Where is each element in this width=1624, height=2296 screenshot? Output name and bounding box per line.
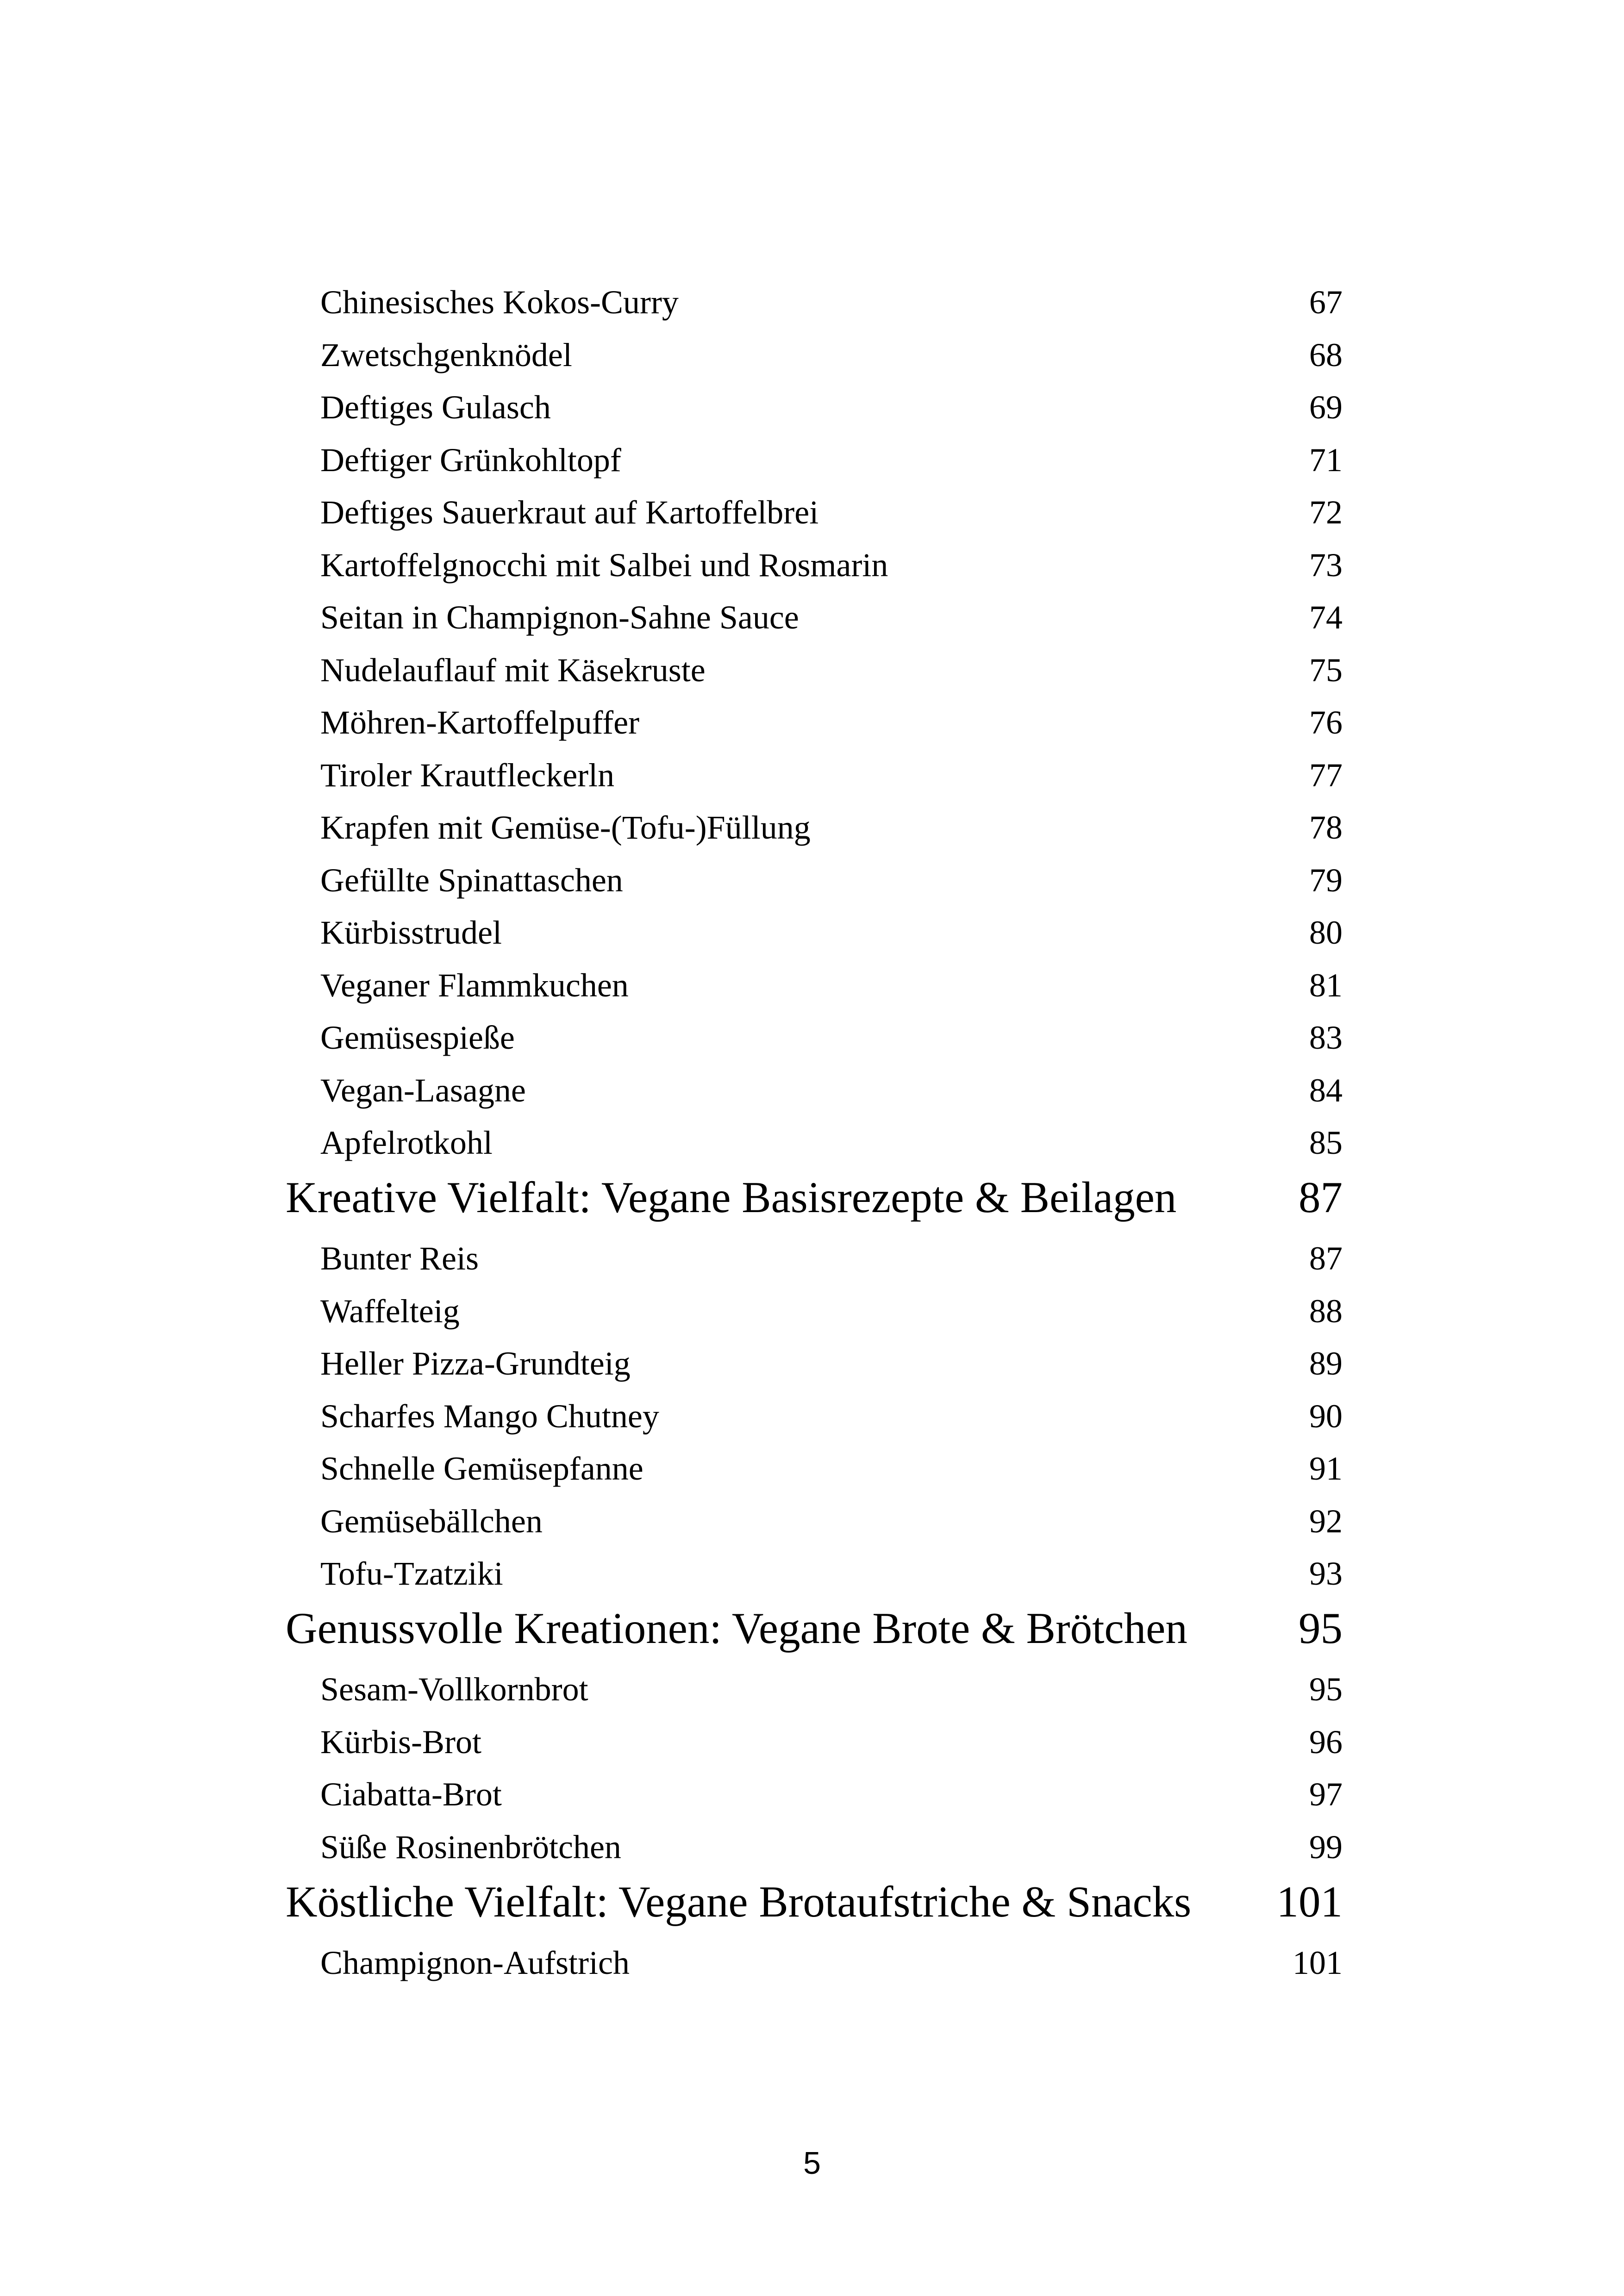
toc-entry-page: 75 (1309, 651, 1343, 689)
toc-entry[interactable] (0, 601, 1624, 634)
toc-entry-page: 77 (1309, 756, 1343, 794)
toc-entry[interactable] (0, 1124, 1624, 1162)
toc-entry[interactable] (0, 1071, 1624, 1109)
toc-entry-page: 93 (1309, 1555, 1343, 1593)
toc-entry-page: 84 (1309, 1071, 1343, 1109)
toc-entry-page: 101 (1293, 1944, 1343, 1981)
toc-entry-page: 74 (1309, 599, 1343, 636)
toc-entry[interactable] (0, 966, 1624, 1004)
page-number: 5 (803, 2146, 821, 2181)
toc-entry-page: 73 (1309, 546, 1343, 584)
toc-entry[interactable] (0, 914, 1624, 952)
toc-entry[interactable] (0, 1673, 1624, 1706)
toc-entry-page: 83 (1309, 1019, 1343, 1057)
toc-entry-title: Waffelteig (320, 1292, 460, 1330)
toc-entry-title: Sesam-Vollkornbrot (320, 1671, 588, 1708)
toc-entry-title: Nudelauflauf mit Käsekruste (320, 651, 706, 689)
toc-section[interactable] (0, 1877, 1624, 1926)
toc-entry-page: 87 (1309, 1240, 1343, 1277)
toc-section-title: Köstliche Vielfalt: Vegane Brotaufstriche & Snacks (286, 1877, 1192, 1926)
toc-entry[interactable] (0, 1019, 1624, 1057)
toc-section-page: 101 (1276, 1877, 1343, 1926)
toc-entry-title: Zwetschgenknödel (320, 336, 572, 373)
toc-section-title: Kreative Vielfalt: Vegane Basisrezepte & Beilagen (286, 1173, 1177, 1222)
toc-entry-title: Bunter Reis (320, 1240, 479, 1277)
toc-entry-title: Süße Rosinenbrötchen (320, 1828, 621, 1866)
toc-entry[interactable] (0, 1397, 1624, 1435)
toc-entry-title: Heller Pizza-Grundteig (320, 1345, 631, 1382)
toc-entry-page: 89 (1309, 1345, 1343, 1382)
toc-entry[interactable] (0, 548, 1624, 582)
toc-entry-title: Scharfes Mango Chutney (320, 1397, 659, 1435)
toc-entry-title: Deftiges Sauerkraut auf Kartoffelbrei (320, 494, 819, 531)
toc-section[interactable] (0, 1604, 1624, 1653)
toc-entry[interactable] (0, 1946, 1624, 1979)
toc-entry-page: 85 (1309, 1124, 1343, 1162)
toc-entry[interactable] (0, 1830, 1624, 1864)
toc-entry[interactable] (0, 1242, 1624, 1275)
toc-entry-title: Tiroler Krautfleckerln (320, 756, 615, 794)
toc-entry-page: 92 (1309, 1502, 1343, 1540)
toc-entry-page: 80 (1309, 914, 1343, 952)
toc-entry-page: 69 (1309, 389, 1343, 426)
toc-section[interactable] (0, 1173, 1624, 1222)
toc-entry[interactable] (0, 1725, 1624, 1759)
toc-entry-title: Seitan in Champignon-Sahne Sauce (320, 599, 799, 636)
toc-entry[interactable] (0, 756, 1624, 794)
toc-entry-page: 91 (1309, 1450, 1343, 1487)
toc-entry-title: Möhren-Kartoffelpuffer (320, 704, 640, 741)
toc-entry-title: Gemüsespieße (320, 1019, 515, 1057)
toc-entry-page: 78 (1309, 809, 1343, 846)
toc-entry[interactable] (0, 443, 1624, 477)
toc-entry-title: Deftiges Gulasch (320, 389, 551, 426)
toc-entry-page: 95 (1309, 1671, 1343, 1708)
toc-entry-title: Vegan-Lasagne (320, 1071, 526, 1109)
toc-entry-title: Kürbisstrudel (320, 914, 502, 952)
toc-entry-title: Apfelrotkohl (320, 1124, 493, 1162)
toc-entry-title: Chinesisches Kokos-Curry (320, 284, 679, 321)
toc-entry-page: 79 (1309, 861, 1343, 899)
toc-entry-page: 72 (1309, 494, 1343, 531)
toc-entry[interactable] (0, 391, 1624, 424)
toc-entry[interactable] (0, 1294, 1624, 1328)
toc-entry-title: Gefüllte Spinattaschen (320, 861, 623, 899)
toc-entry-title: Champignon-Aufstrich (320, 1944, 630, 1981)
toc-entry[interactable] (0, 1502, 1624, 1540)
toc-entry-page: 96 (1309, 1723, 1343, 1761)
toc-entry-page: 67 (1309, 284, 1343, 321)
toc-entry[interactable] (0, 1452, 1624, 1485)
toc-entry[interactable] (0, 653, 1624, 687)
toc-entry-page: 90 (1309, 1397, 1343, 1435)
toc-section-page: 95 (1299, 1604, 1343, 1653)
toc-entry-page: 71 (1309, 441, 1343, 479)
toc-entry-page: 68 (1309, 336, 1343, 373)
toc-entry[interactable] (0, 706, 1624, 739)
toc-entry[interactable] (0, 1778, 1624, 1811)
toc-entry-page: 81 (1309, 966, 1343, 1004)
toc-entry[interactable] (0, 1347, 1624, 1380)
toc-entry[interactable] (0, 338, 1624, 372)
toc-entry-title: Gemüsebällchen (320, 1502, 543, 1540)
toc-entry[interactable] (0, 496, 1624, 529)
toc-entry-page: 76 (1309, 704, 1343, 741)
toc-entry-page: 88 (1309, 1292, 1343, 1330)
toc-entry-title: Deftiger Grünkohltopf (320, 441, 621, 479)
toc-entry-title: Schnelle Gemüsepfanne (320, 1450, 643, 1487)
toc-entry-title: Veganer Flammkuchen (320, 966, 629, 1004)
toc-entry[interactable] (0, 861, 1624, 899)
toc-entry-title: Tofu-Tzatziki (320, 1555, 503, 1593)
toc-entry[interactable] (0, 1555, 1624, 1593)
toc-entry-title: Kürbis-Brot (320, 1723, 481, 1761)
toc-entry-page: 99 (1309, 1828, 1343, 1866)
toc-entry[interactable] (0, 286, 1624, 319)
toc-entry-title: Ciabatta-Brot (320, 1776, 502, 1813)
toc-entry-title: Kartoffelgnocchi mit Salbei und Rosmarin (320, 546, 888, 584)
toc-entry[interactable] (0, 811, 1624, 844)
toc-entry-title: Krapfen mit Gemüse-(Tofu-)Füllung (320, 809, 811, 846)
toc-section-page: 87 (1299, 1173, 1343, 1222)
toc-entry-page: 97 (1309, 1776, 1343, 1813)
toc-section-title: Genussvolle Kreationen: Vegane Brote & Brötchen (286, 1604, 1187, 1653)
